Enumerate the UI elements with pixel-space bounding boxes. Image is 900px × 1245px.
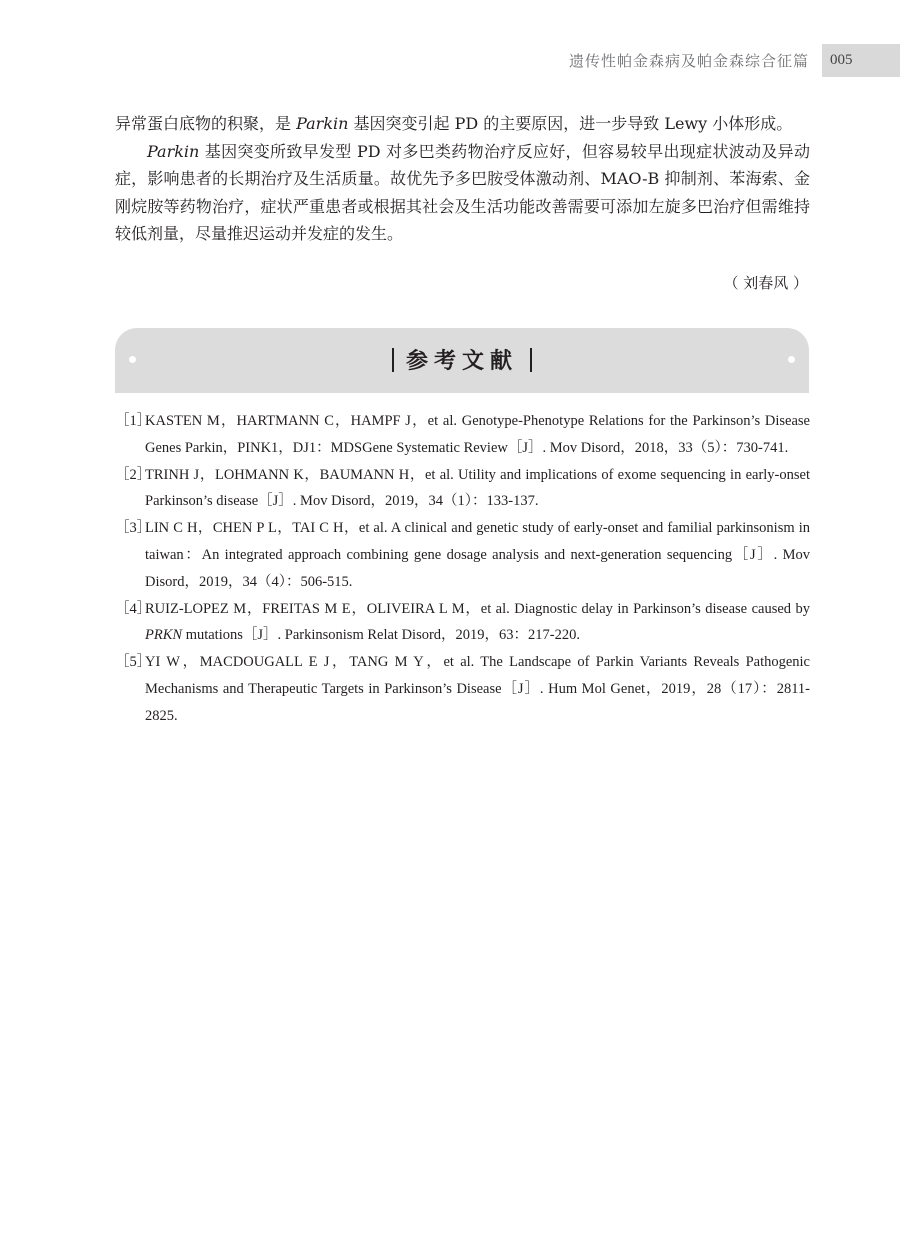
reference-number: ［3］	[115, 520, 152, 537]
reference-item	[115, 596, 810, 650]
running-header-title: 遗传性帕金森病及帕金森综合征篇	[568, 52, 809, 70]
reference-list	[115, 408, 810, 730]
author-attribution: （ 刘春风 ）	[723, 274, 808, 292]
reference-number: ［5］	[115, 654, 152, 671]
reference-item	[115, 408, 810, 462]
reference-text: LIN C H，CHEN P L，TAI C H，et al. A clinical and genetic study of early-onset and familial parkinsonism in taiwan：An integrated approach combining gene dosage analysis and next-generation sequencing［J］. Mov Disord，2019，34（4）：506-515.	[145, 520, 810, 590]
page-number: 005	[822, 44, 900, 77]
banner-dot-right	[788, 356, 795, 363]
reference-number: ［2］	[115, 466, 152, 483]
paragraph-1: 异常蛋白底物的积聚，是 Parkin 基因突变引起 PD 的主要原因，进一步导致 Lewy 小体形成。	[115, 114, 793, 133]
heading-bar-right	[530, 348, 532, 372]
reference-number: ［4］	[115, 600, 152, 617]
paragraph-2: Parkin 基因突变所致早发型 PD 对多巴类药物治疗反应好，但容易较早出现症状波动及异动症，影响患者的长期治疗及生活质量。故优先予多巴胺受体激动剂、MAO-B 抑制剂、苯海索、金刚烷胺等药物治疗，症状严重患者或根据其社会及生活功能改善需要可添加左旋多巴治疗但需维持较低剂量，尽量推迟运动并发症的发生。	[115, 141, 810, 243]
reference-text: TRINH J，LOHMANN K，BAUMANN H，et al. Utility and implications of exome sequencing in early-onset Parkinson’s disease［J］. Mov Disord，2019，34（1）：133-137.	[145, 466, 810, 510]
gene-name: PRKN	[145, 627, 183, 644]
body-text	[115, 110, 810, 248]
reference-number: ［1］	[115, 413, 152, 429]
heading-bar-left	[392, 348, 394, 372]
reference-item	[115, 649, 810, 729]
running-header	[0, 44, 900, 77]
reference-text: YI W，MACDOUGALL E J，TANG M Y，et al. The Landscape of Parkin Variants Reveals Pathogenic Mechanisms and Therapeutic Targets in Parkinson’s Disease［J］. Hum Mol Genet，2019，28（17）：2811-2825.	[145, 654, 810, 724]
references-heading: 参考文献	[115, 344, 809, 375]
gene-name: Parkin	[147, 141, 200, 161]
reference-item	[115, 462, 810, 516]
reference-text: RUIZ-LOPEZ M，FREITAS M E，OLIVEIRA L M，et al. Diagnostic delay in Parkinson’s disease caused by PRKN mutations［J］. Parkinsonism Relat Disord，2019，63：217-220.	[145, 600, 810, 644]
gene-name: Parkin	[296, 114, 349, 133]
reference-item	[115, 515, 810, 595]
references-banner	[115, 328, 809, 393]
reference-text: KASTEN M，HARTMANN C，HAMPF J，et al. Genotype-Phenotype Relations for the Parkinson’s Disease Genes Parkin，PINK1，DJ1：MDSGene Systematic Review［J］. Mov Disord，2018，33（5）：730-741.	[145, 413, 810, 456]
